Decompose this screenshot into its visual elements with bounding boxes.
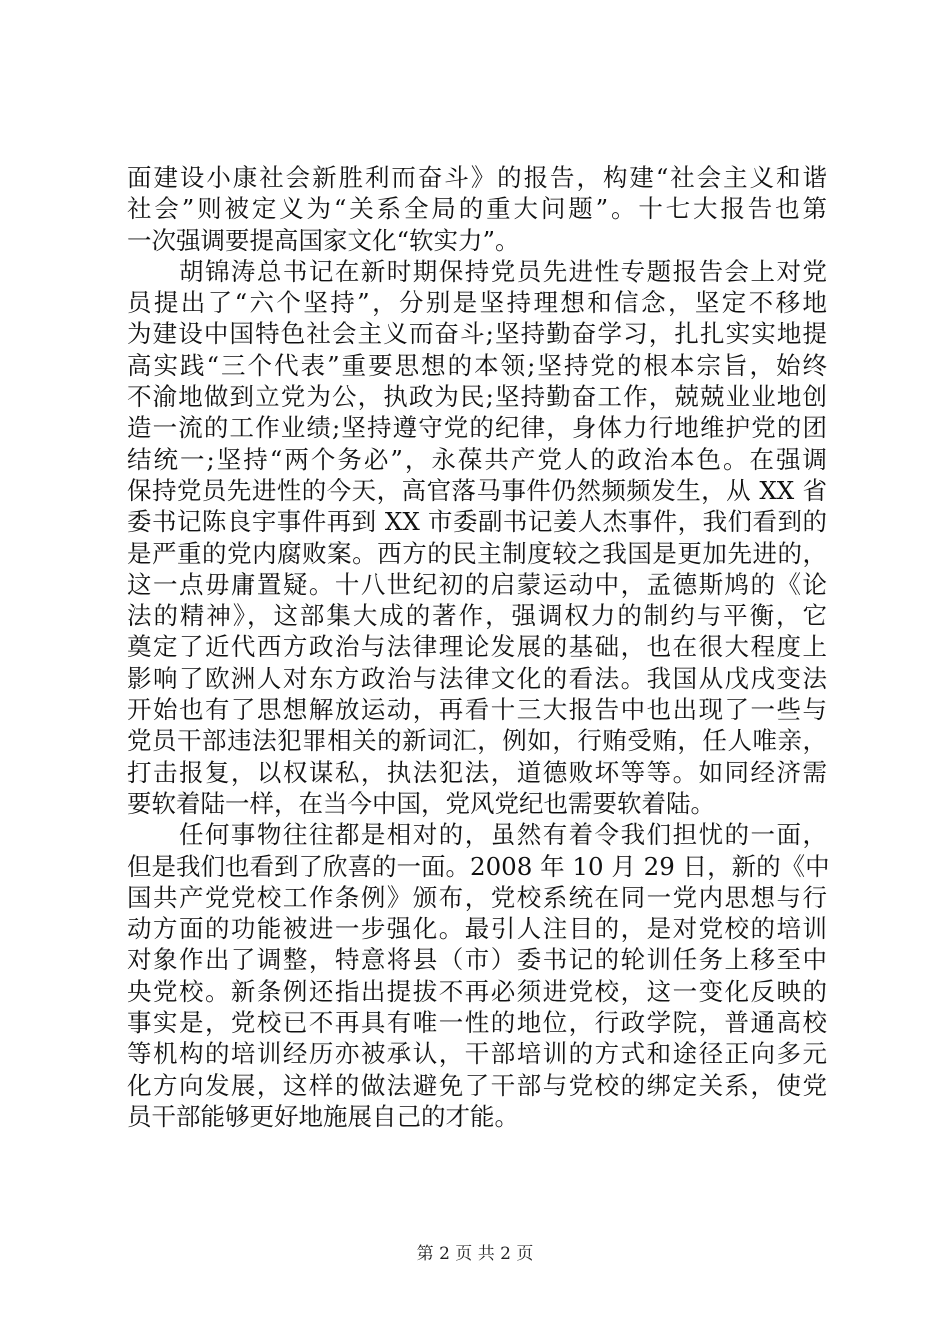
text-line: 胡锦涛总书记在新时期保持党员先进性专题报告会上对党 (127, 256, 827, 286)
text-line: 高实践“三个代表”重要思想的本领;坚持党的根本宗旨，始终 (127, 350, 827, 380)
text-line: 对象作出了调整，特意将县（市）委书记的轮训任务上移至中 (127, 945, 827, 975)
text-line: 造一流的工作业绩;坚持遵守党的纪律，身体力行地维护党的团 (127, 413, 827, 443)
body-text (127, 162, 830, 1132)
text-line: 但是我们也看到了欣喜的一面。2008 年 10 月 29 日，新的《中 (127, 851, 830, 881)
text-line: 法的精神》，这部集大成的著作，强调权力的制约与平衡，它 (127, 601, 827, 631)
text-line: 结统一;坚持“两个务必”，永葆共产党人的政治本色。在强调 (127, 444, 827, 474)
text-line: 保持党员先进性的今天，高官落马事件仍然频频发生，从 XX 省 (127, 475, 827, 505)
text-line: 党员干部违法犯罪相关的新词汇，例如，行贿受贿，任人唯亲， (127, 726, 827, 756)
text-line: 化方向发展，这样的做法避免了干部与党校的绑定关系，使党 (127, 1070, 827, 1100)
text-line: 面建设小康社会新胜利而奋斗》的报告，构建“社会主义和谐 (127, 163, 827, 192)
text-line: 央党校。新条例还指出提拔不再必须进党校，这一变化反映的 (127, 976, 827, 1006)
page-number-footer: 第 2 页 共 2 页 (416, 1244, 534, 1264)
text-line: 要软着陆一样，在当今中国，党风党纪也需要软着陆。 (127, 788, 715, 818)
text-line: 开始也有了思想解放运动，再看十三大报告中也出现了一些与 (127, 695, 827, 725)
text-line: 影响了欧洲人对东方政治与法律文化的看法。我国从戊戌变法 (127, 663, 827, 693)
text-line: 等机构的培训经历亦被承认，干部培训的方式和途径正向多元 (127, 1039, 827, 1069)
text-line: 这一点毋庸置疑。十八世纪初的启蒙运动中，孟德斯鸠的《论 (127, 569, 827, 599)
text-line: 为建设中国特色社会主义而奋斗;坚持勤奋学习，扎扎实实地提 (127, 319, 827, 349)
text-line: 社会”则被定义为“关系全局的重大问题”。十七大报告也第 (127, 194, 827, 224)
text-line: 员干部能够更好地施展自己的才能。 (127, 1101, 519, 1131)
text-line: 员提出了“六个坚持”，分别是坚持理想和信念，坚定不移地 (127, 288, 827, 318)
text-line: 国共产党党校工作条例》颁布，党校系统在同一党内思想与行 (127, 882, 827, 912)
text-line: 奠定了近代西方政治与法律理论发展的基础，也在很大程度上 (127, 632, 827, 662)
text-line: 动方面的功能被进一步强化。最引人注目的，是对党校的培训 (127, 914, 827, 944)
text-line: 一次强调要提高国家文化“软实力”。 (127, 225, 520, 255)
text-line: 委书记陈良宇事件再到 XX 市委副书记姜人杰事件，我们看到的 (127, 507, 827, 537)
text-line: 事实是，党校已不再具有唯一性的地位，行政学院，普通高校 (127, 1008, 827, 1038)
text-line: 是严重的党内腐败案。西方的民主制度较之我国是更加先进的， (127, 538, 827, 568)
text-line: 任何事物往往都是相对的，虽然有着令我们担忧的一面， (127, 820, 827, 850)
text-line: 不渝地做到立党为公，执政为民;坚持勤奋工作，兢兢业业地创 (127, 382, 827, 412)
text-line: 打击报复，以权谋私，执法犯法，道德败坏等等。如同经济需 (127, 757, 827, 787)
